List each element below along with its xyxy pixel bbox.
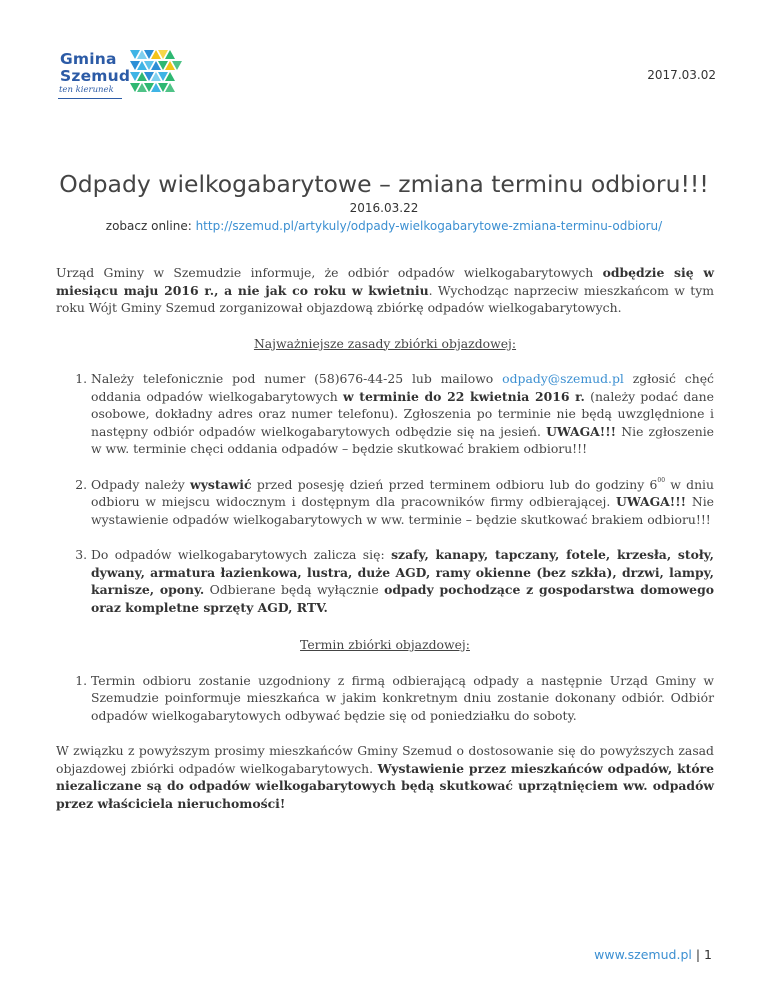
article-date: 2016.03.22	[349, 201, 419, 215]
term-list	[56, 672, 714, 725]
email-link[interactable]: odpady@szemud.pl	[502, 371, 624, 386]
closing-paragraph: W związku z powyższym prosimy mieszkańców Gminy Szemud o dostosowanie się do powyższych zasad objazdowej zbiórki odpadów wielkogabarytowych. Wystawienie przez mieszkańców odpadów, które niezaliczane są do odpadów wielkogabarytowych będą skutkować uprzątnięciem ww. odpadów przez właściciela nieruchomości!	[56, 743, 714, 811]
header-date: 2017.03.02	[647, 68, 716, 82]
article-title: Odpady wielkogabarytowe – zmiana terminu odbioru!!!	[59, 170, 709, 198]
page-number: 1	[704, 947, 712, 962]
rule-item: 1. Należy telefonicznie pod numer (58)676-44-25 lub mailowo odpady@szemud.pl zgłosić chęć oddania odpadów wielkogabarytowych w terminie do 22 kwietnia 2016 r. (należy podać dane osobowe, dokładny adres oraz numer telefonu). Zgłoszenia po terminie nie będą uwzględnione i następny odbiór odpadów wielkogabarytowych odbędzie się na jesień. UWAGA!!! Nie zgłoszenie w ww. terminie chęci oddania odpadów – będzie skutkować brakiem odbioru!!!	[91, 370, 714, 458]
logo-tagline: ten kierunek	[59, 85, 114, 95]
intro-paragraph: Urząd Gminy w Szemudzie informuje, że odbiór odpadów wielkogabarytowych odbędzie się w miesiącu maju 2016 r., a nie jak co roku w kwietniu. Wychodząc naprzeciw mieszkańcom w tym roku Wójt Gminy Szemud zorganizował objazdową zbiórkę odpadów wielkogabarytowych.	[56, 265, 714, 315]
footer-separator: |	[695, 947, 701, 962]
footer-url[interactable]: www.szemud.pl	[594, 947, 692, 962]
page-footer	[594, 947, 712, 962]
online-url-link[interactable]: http://szemud.pl/artykuly/odpady-wielkogabarytowe-zmiana-terminu-odbioru/	[195, 219, 663, 233]
section-heading-term: Termin zbiórki objazdowej:	[300, 637, 470, 652]
logo-text-szemud: Szemud	[60, 67, 131, 85]
logo-text-gmina: Gmina	[60, 50, 117, 68]
section-heading-rules: Najważniejsze zasady zbiórki objazdowej:	[253, 335, 517, 351]
online-label: zobacz online:	[105, 219, 192, 233]
logo-underline	[58, 98, 122, 99]
rules-list	[56, 370, 714, 616]
article-body	[56, 264, 714, 812]
term-item: 1. Termin odbioru zostanie uzgodniony z firmą odbierającą odpady a następnie Urząd Gminy w Szemudzie poinformuje mieszkańca w jakim konkretnym dniu zostanie dokonany odbiór. Odbiór odpadów wielkogabarytowych odbywać będzie się od poniedziałku do soboty.	[91, 672, 714, 725]
gmina-szemud-logo	[56, 48, 191, 103]
online-link-line	[0, 219, 768, 233]
rule-item: 2. Odpady należy wystawić przed posesję dzień przed terminem odbioru lub do godziny $6^{00}$ w dniu odbioru w miejscu widocznym i dostępnym dla pracowników firmy odbierającej. UWAGA!!! Nie wystawienie odpadów wielkogabarytowych w ww. terminie – będzie skutkować brakiem odbioru!!!	[91, 476, 714, 529]
rule-item: 3. Do odpadów wielkogabarytowych zalicza się: szafy, kanapy, tapczany, fotele, krzesła, stoły, dywany, armatura łazienkowa, lustra, duże AGD, ramy okienne (bez szkła), drzwi, lampy, karnisze, opony. Odbierane będą wyłącznie odpady pochodzące z gospodarstwa domowego oraz kompletne sprzęty AGD, RTV.	[91, 546, 714, 616]
logo-triangles-icon	[128, 48, 188, 100]
